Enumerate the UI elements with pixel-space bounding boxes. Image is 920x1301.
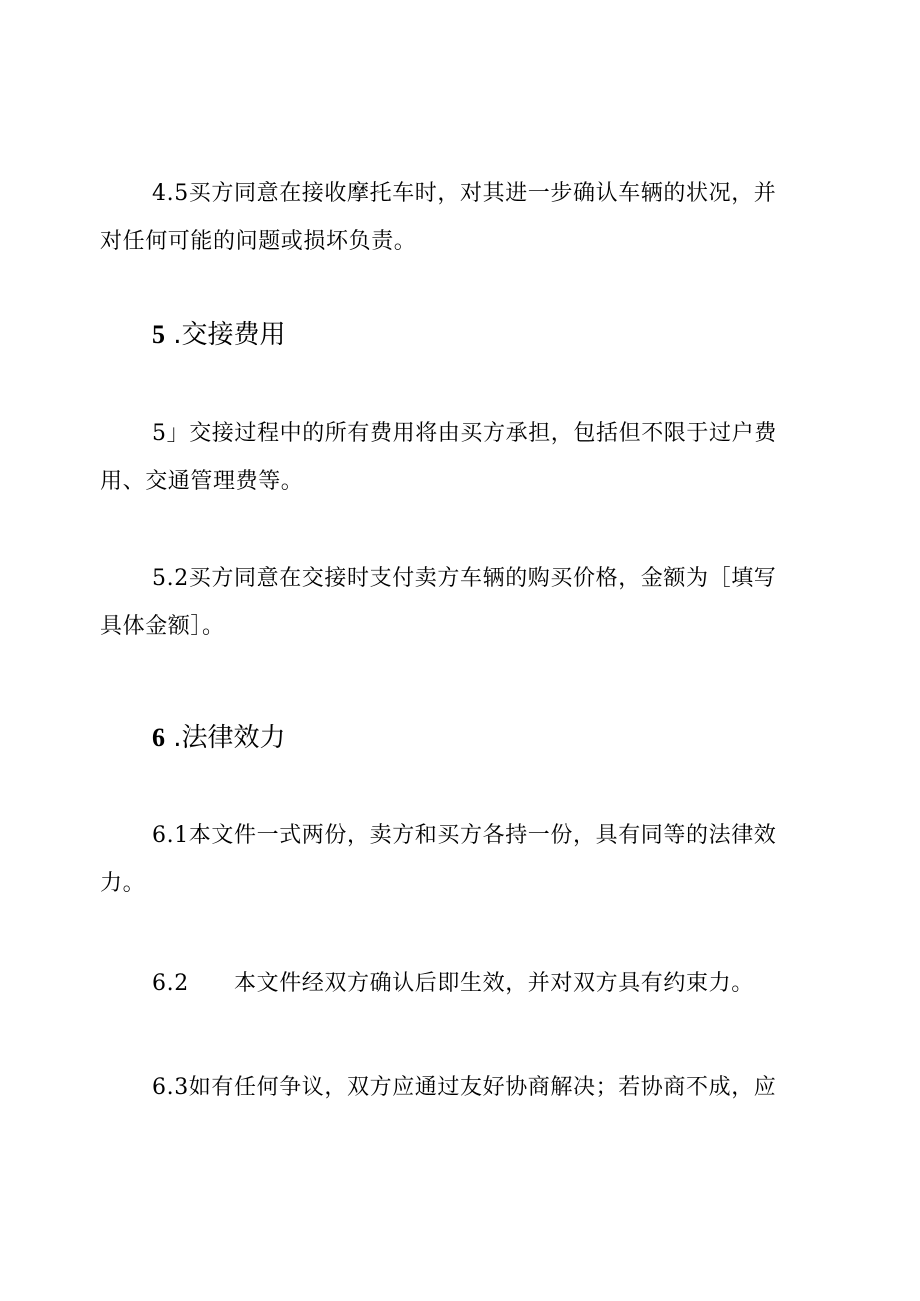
clause-6-1-line-1: 6.1本文件一式两份，卖方和买方各持一份，具有同等的法律效 <box>152 823 777 848</box>
clause-5-1-line-1: 5」交接过程中的所有费用将由买方承担，包括但不限于过户费 <box>152 421 777 446</box>
clause-5-2-line-2: 具体金额］。 <box>100 614 225 639</box>
clause-4-5-line-1: 4.5买方同意在接收摩托车时，对其进一步确认车辆的状况，并 <box>152 181 777 206</box>
clause-6-1-line-2: 力。 <box>100 871 146 896</box>
clause-5-1-line-2: 用、交通管理费等。 <box>100 469 304 494</box>
clause-5-2 <box>100 555 790 651</box>
section-6-number: 6 <box>152 723 165 752</box>
clause-6-2-number: 6.2 <box>152 971 189 996</box>
clause-4-5-line-2: 对任何可能的问题或损坏负责。 <box>100 229 417 254</box>
clause-6-2-text: 本文件经双方确认后即生效，并对双方具有约束力。 <box>234 971 754 996</box>
clause-4-5 <box>100 170 790 266</box>
clause-6-3-line-1: 6.3如有任何争议，双方应通过友好协商解决；若协商不成，应 <box>152 1075 777 1100</box>
clause-6-3 <box>100 1064 790 1112</box>
section-6-title: .法律效力 <box>173 723 286 753</box>
section-5-heading <box>152 315 286 355</box>
clause-5-1 <box>100 410 790 506</box>
clause-6-2-line-1 <box>100 960 790 1008</box>
clause-5-2-line-1: 5.2买方同意在交接时支付卖方车辆的购买价格，金额为［填写 <box>152 566 777 591</box>
clause-6-2 <box>100 960 790 1008</box>
clause-6-1 <box>100 812 790 908</box>
section-5-number: 5 <box>152 320 165 349</box>
section-6-heading <box>152 718 286 758</box>
section-5-title: .交接费用 <box>173 320 286 350</box>
